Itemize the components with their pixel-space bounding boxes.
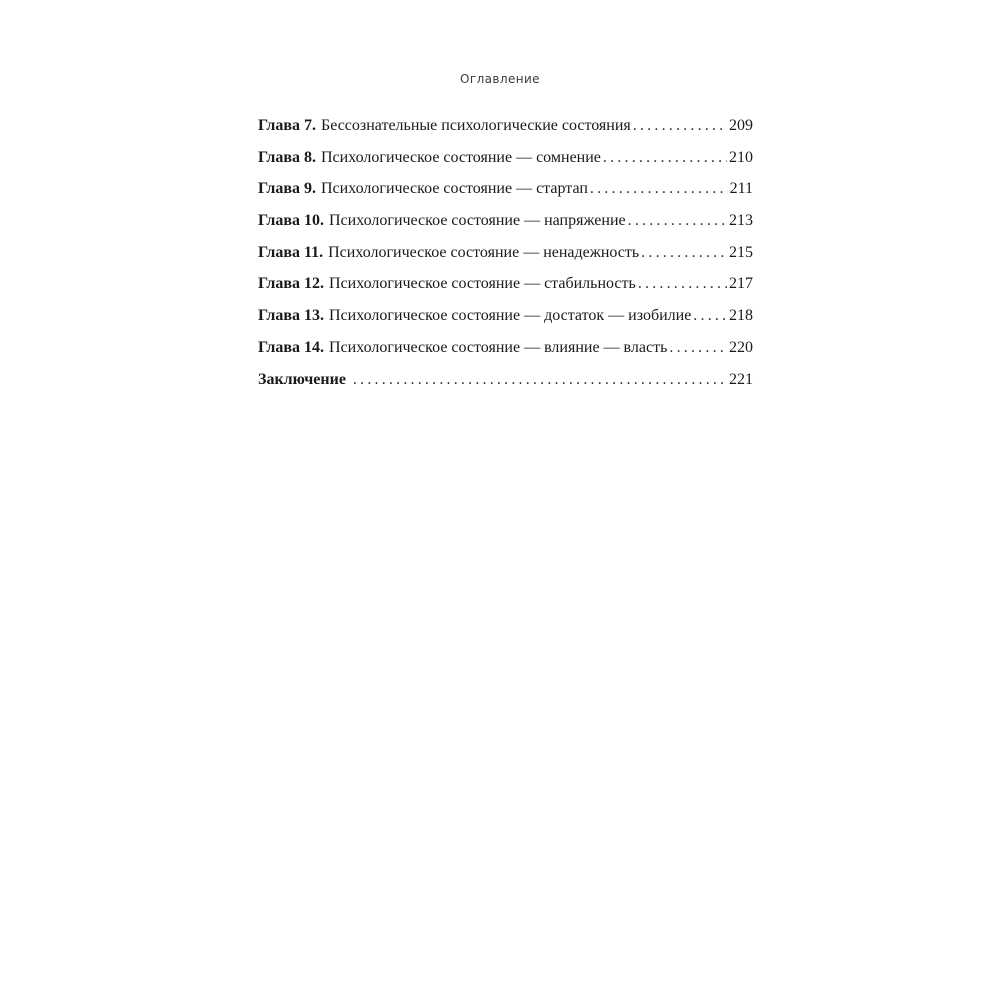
toc-dot-leader (693, 307, 727, 325)
toc-entry-label: Глава 7. (258, 117, 316, 134)
toc-entry-chapter-11[interactable] (258, 244, 753, 276)
toc-entry-page-number: 213 (729, 212, 753, 230)
toc-entry-title: Бессознательные психологические состояния (321, 117, 631, 134)
toc-dot-leader (641, 244, 727, 262)
toc-entry-page-number: 211 (729, 180, 753, 198)
table-of-contents (258, 117, 753, 402)
toc-entry-page-number: 209 (729, 117, 753, 134)
toc-entry-title: Психологическое состояние — стартап (321, 180, 588, 198)
toc-entry-page-number: 218 (729, 307, 753, 325)
toc-entry-title: Психологическое состояние — влияние — власть (329, 338, 668, 356)
toc-dot-leader (603, 149, 727, 167)
toc-entry-page-number: 217 (729, 275, 753, 293)
toc-entry-label: Глава 14. (258, 338, 324, 356)
toc-entry-label: Глава 10. (258, 212, 324, 230)
toc-entry-label: Глава 11. (258, 243, 324, 261)
toc-dot-leader (633, 117, 727, 135)
toc-entry-chapter-12[interactable] (258, 275, 753, 307)
toc-entry-label: Глава 13. (258, 307, 324, 325)
toc-entry-page-number: 220 (729, 338, 753, 356)
toc-dot-leader (628, 212, 727, 230)
toc-entry-chapter-13[interactable] (258, 307, 753, 339)
toc-dot-leader (590, 180, 728, 198)
toc-entry-title: Психологическое состояние — ненадежность (328, 243, 640, 261)
toc-entry-title: Психологическое состояние — напряжение (329, 212, 626, 230)
toc-entry-chapter-10[interactable] (258, 212, 753, 244)
toc-entry-page-number: 221 (729, 370, 753, 388)
toc-entry-label: Глава 9. (258, 180, 316, 198)
toc-entry-title: Психологическое состояние — сомнение (321, 148, 601, 166)
toc-entry-page-number: 215 (729, 243, 753, 261)
toc-dot-leader (353, 371, 727, 389)
toc-entry-chapter-7[interactable] (258, 117, 753, 149)
toc-entry-conclusion[interactable] (258, 371, 753, 403)
toc-entry-chapter-14[interactable] (258, 339, 753, 371)
toc-entry-title: Психологическое состояние — достаток — изобилие (329, 307, 692, 325)
toc-entry-label: Заключение (258, 370, 346, 388)
toc-entry-chapter-9[interactable] (258, 180, 753, 212)
toc-entry-label: Глава 8. (258, 148, 316, 166)
toc-entry-label: Глава 12. (258, 275, 324, 293)
running-head: Оглавление (460, 72, 540, 86)
toc-entry-chapter-8[interactable] (258, 149, 753, 181)
toc-entry-page-number: 210 (729, 148, 753, 166)
toc-entry-title: Психологическое состояние — стабильность (329, 275, 636, 293)
toc-dot-leader (669, 339, 727, 357)
toc-dot-leader (638, 275, 727, 293)
